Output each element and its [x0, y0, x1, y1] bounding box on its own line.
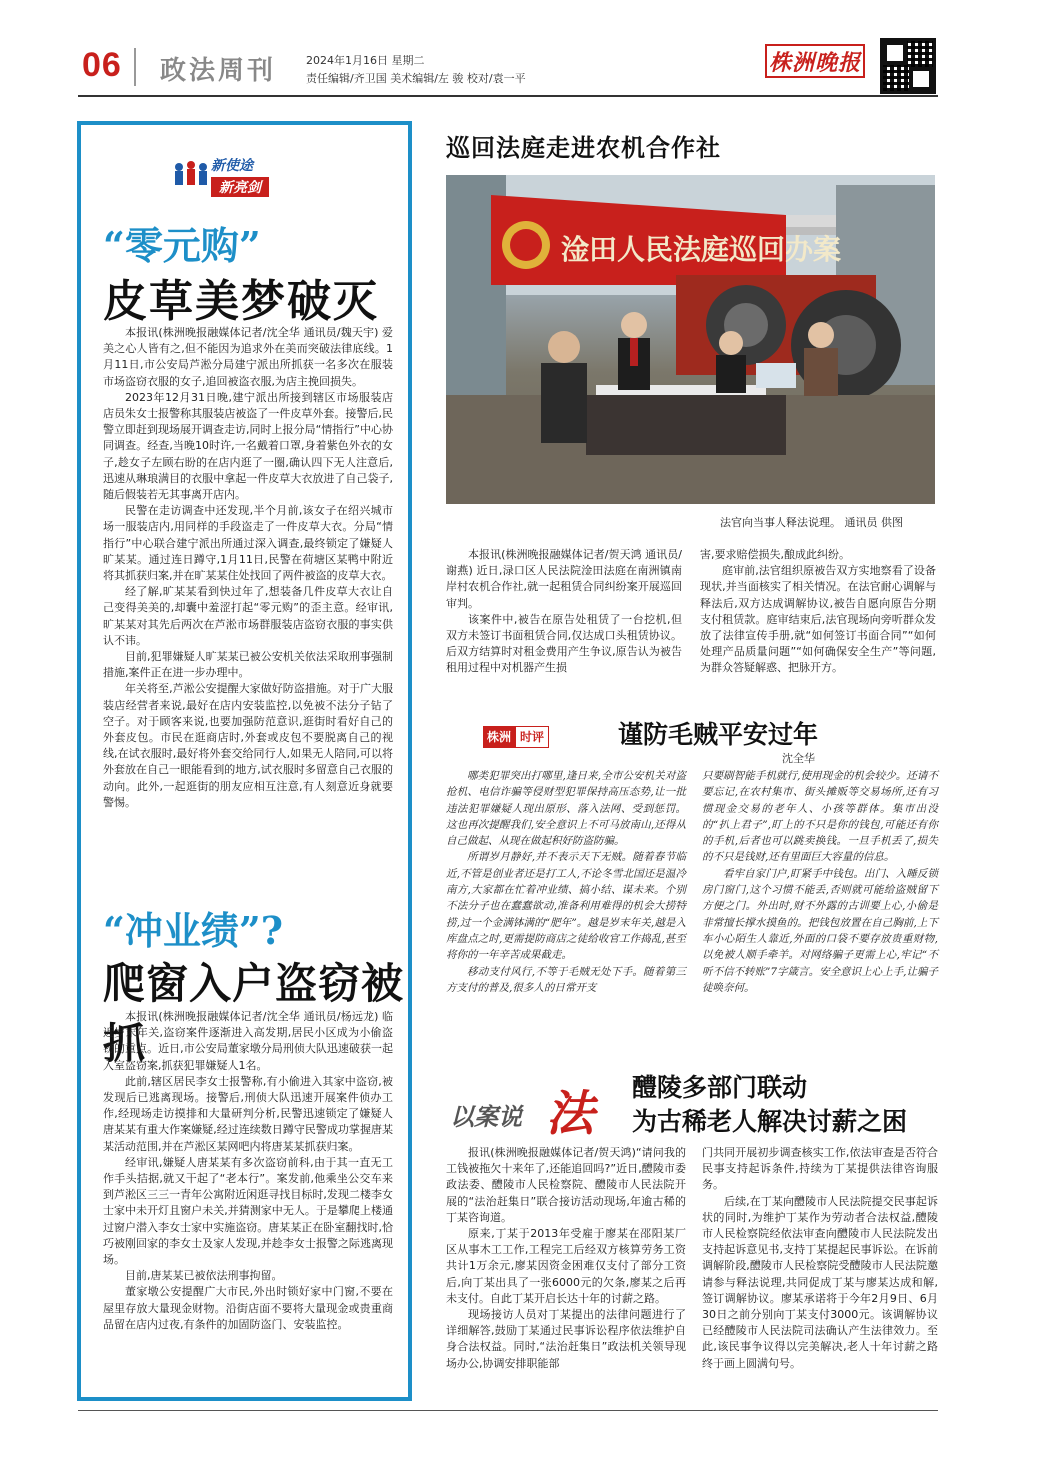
paragraph: 董家墩公安提醒广大市民,外出时锁好家中门窗,不要在屋里存放大量现金财物。沿街店面不要将大量现金或贵重商品留在店内过夜,有条件的加固防盗门、安装监控。	[103, 1285, 393, 1331]
paragraph: 经了解,旷某某看到快过年了,想装备几件皮草大衣让自己变得美美的,却囊中羞涩打起“零元购”的歪主意。经审讯,旷某某对其先后两次在芦淞市场群服装店盗窃衣服的事实供认不讳。	[103, 585, 393, 647]
article2-body	[103, 1009, 393, 1333]
paragraph: 民警在走访调查中还发现,半个月前,该女子在绍兴城市场一服装店内,用同样的手段盗走了一件皮草大衣。分局“情指行”中心联合建宁派出所通过深入调查,最终锁定了嫌疑人旷某某。通过连日蹲守,1月11日,民警在荷塘区某鸭中附近将其抓获归案,并在旷某某住处找回了两件被盗的皮草大衣。	[103, 504, 393, 583]
case-law-logo	[450, 1075, 610, 1142]
paragraph: 只要刷智能手机就行,使用现金的机会较少。还请不要忘记,在农村集市、街头摊贩等交易场所,还有习惯现金交易的老年人、小孩等群体。集市出没的“扒上君子”,盯上的不只是你的钱包,可能还有你的手机,后者也可以跳卖换钱。一旦手机丢了,损失的不只是钱财,还有里面巨大容量的信息。	[702, 770, 938, 864]
commentary-col2	[702, 768, 938, 996]
page-number: 06	[82, 46, 122, 84]
paragraph: 该案件中,被告在原告处租赁了一台挖机,但双方未签订书面租赁合同,仅达成口头租赁协议。后双方结算时对租金费用产生争议,原告认为被告租用过程中对机器产生损	[446, 612, 682, 675]
case-logo-text: 以案说	[450, 1103, 522, 1131]
article4-col1	[446, 1145, 686, 1372]
paragraph: 目前,犯罪嫌疑人旷某某已被公安机关依法采取刑事强制措施,案件正在进一步办理中。	[103, 650, 393, 680]
masthead-divider	[134, 48, 136, 86]
paragraph: 所谓岁月静好,并不表示天下无贼。随着春节临近,不管是创业者还是打工人,不论冬雪北国还是温冷南方,大家都在忙着冲业绩、搞小结、谋未来。个别不法分子也在蠢蠢欲动,准备利用难得的机会大捞特捞,过一个金满钵满的“肥年”。越是岁末年关,越是入库盘点之时,更需提防商店之徒给收官工作捣乱,甚至将你的一年辛苦成果截走。	[446, 851, 686, 962]
court-scene-illustration	[446, 175, 935, 504]
commentary-tag-a: 株洲	[483, 726, 515, 748]
article1-title-line2: 皮草美梦破灭	[103, 276, 379, 327]
paragraph: 本报讯(株洲晚报融媒体记者/沈全华 通讯员/杨远龙) 临近岁末年关,盗窃案件逐渐进入高发期,居民小区成为小偷盗窃的重点。近日,市公安局董家墩分局刑侦大队迅速破获一起入室盗窃案,抓获犯罪嫌疑人1名。	[103, 1010, 393, 1072]
article3-title: 巡回法庭走进农机合作社	[446, 133, 721, 162]
banner-text: 淦田人民法庭巡回办案	[561, 233, 842, 266]
commentary-tag-b: 时评	[515, 726, 549, 748]
paragraph: 报讯(株洲晚报融媒体记者/贺天鸿)“请问我的工钱被拖欠十来年了,还能追回吗?”近日,醴陵市委政法委、醴陵市人民检察院、醴陵市人民法院开展的“法治赶集日”联合接访活动现场,年逾古稀的丁某咨询道。	[446, 1146, 686, 1224]
article3-col1	[446, 547, 682, 677]
left-feature-box	[77, 121, 412, 1401]
paragraph: 看牢自家门户,盯紧手中钱包。出门、入睡反锁房门窗门,这个习惯不能丢,否则就可能给盗贼留下方便之门。外出时,财不外露的古训要上心,小偷是非常擅长撑水摸鱼的。把钱包放置在自己胸前,上下车小心陌生人靠近,外面的口袋不要存放贵重财物,以免被人顺手牵羊。对网络骗子更需上心,牢记“不听不信不转账”7字箴言。安全意识上心上手,让骗子徒唤奈何。	[702, 867, 938, 994]
paragraph: 本报讯(株洲晚报融媒体记者/贺天鸿 通讯员/谢燕) 近日,渌口区人民法院淦田法庭在南洲镇南岸村农机合作社,就一起租赁合同纠纷案开展巡回审判。	[446, 548, 682, 610]
article4-title-line1: 醴陵多部门联动	[632, 1073, 808, 1102]
column-badge	[171, 155, 286, 203]
date-line: 2024年1月16日 星期二	[306, 54, 425, 67]
paragraph: 年关将至,芦淞公安提醒大家做好防盗措施。对于广大服装店经营者来说,最好在店内安装监控,以免被不法分子钻了空子。对于顾客来说,也要加强防范意识,逛街时看好自己的外套皮包。市民在逛商店时,外套或皮包不要脱离自己的视线,在试衣服时,最好将外套交给同行人,如果无人陪同,可以将外套放在自己一眼能看到的地方,试衣服时多留意自己衣服的动向。此外,一起逛街的朋友应相互注意,有人刻意近身就要警惕。	[103, 682, 393, 809]
article1-title-line1: “零元购”	[103, 223, 261, 268]
paragraph: 原来,丁某于2013年受雇于廖某在邵阳某厂区从事木工工作,工程完工后经双方核算劳务工资共计1万余元,廖某因资金困难仅支付了部分工资后,向丁某出具了一张6000元的欠条,廖某之后再未支付。自此丁某开启长达十年的讨薪之路。	[446, 1227, 686, 1305]
paragraph: 本报讯(株洲晚报融媒体记者/沈全华 通讯员/魏天宇) 爱美之心人皆有之,但不能因为追求外在美而突破法律底线。1月11日,市公安局芦淞分局建宁派出所抓获一名多次在服装市场盗窃衣服的女子,追回被盗衣服,为店主挽回损失。	[103, 326, 393, 388]
top-rule	[78, 95, 938, 97]
paragraph: 门共同开展初步调查核实工作,依法审查是否符合民事支持起诉条件,持续为丁某提供法律咨询服务。	[702, 1146, 938, 1192]
badge-top-text: 新使途	[211, 158, 253, 174]
paragraph: 目前,唐某某已被依法刑事拘留。	[125, 1269, 283, 1283]
paragraph: 此前,辖区居民李女士报警称,有小偷进入其家中盗窃,被发现后已逃离现场。接警后,刑侦大队迅速开展案件侦办工作,经现场走访摸排和大量研判分析,民警迅速锁定了嫌疑人唐某某有重大作案嫌疑,经过连续数日蹲守民警成功掌握唐某某活动范围,并在芦淞区某网吧内将唐某某抓获归案。	[103, 1074, 393, 1153]
paragraph: 哪类犯罪突出打哪里,逢日来,全市公安机关对盗抢机、电信诈骗等侵财型犯罪保持高压态势,让一批违法犯罪嫌疑人现出原形、落入法网、受到惩罚。这也再次提醒我们,安全意识上不可马放南山,还得从自己做起、从现在做起积好防盗防骗。	[446, 770, 686, 848]
paragraph: 害,要求赔偿损失,酿成此纠纷。	[700, 548, 850, 561]
paragraph: 经审讯,嫌疑人唐某某有多次盗窃前科,由于其一直无工作手头拮据,就又干起了“老本行”。案发前,他乘坐公交车来到芦淞区三三一青年公寓附近闲逛寻找目标时,发现二楼李女士家中未开灯且窗户未关,并猜测家中无人。于是攀爬上楼通过窗户潜入李女士家中实施盗窃。唐某某正在卧室翻找时,恰巧被刚回家的李女士及家人发现,并趁李女士报警之际逃离现场。	[103, 1155, 393, 1267]
paragraph: 后续,在丁某向醴陵市人民法院提交民事起诉状的同时,为维护丁某作为劳动者合法权益,醴陵市人民检察院经依法审查向醴陵市人民法院发出支持起诉意见书,支持丁某提起民事诉讼。在诉前调解阶段,醴陵市人民检察院受醴陵市人民法院邀请参与释法说理,共同促成丁某与廖某达成和解,签订调解协议。廖某承诺将于今年2月9日、6月30日之前分别向丁某支付3000元。该调解协议已经醴陵市人民法院司法确认产生法律效力。至此,该民事争议得以完美解决,老人十年讨薪之路终于画上圆满句号。	[702, 1194, 938, 1370]
commentary-title: 谨防毛贼平安过年	[618, 720, 819, 749]
commentary-col1	[446, 768, 686, 996]
article2-title-line1: “冲业绩”?	[103, 908, 283, 953]
court-photo	[446, 175, 935, 504]
article1-body	[103, 325, 393, 811]
paragraph: 2023年12月31日晚,建宁派出所接到辖区市场服装店店员朱女士报警称其服装店被盗了一件皮草外套。接警后,民警立即赶到现场展开调查走访,同时上报分局“情指行”中心协同调查。经查,当晚10时许,一名戴着口罩,身着紫色外衣的女子,趁女子左顾右盼的在店内逛了一圈,确认四下无人注意后,迅速从琳琅满目的衣服中拿起一件皮草大衣放进了自己袋子,随后假装若无其事离开店内。	[103, 390, 393, 502]
bottom-rule	[78, 1410, 938, 1411]
article2-title-line2: 爬窗入户盗窃被抓	[103, 959, 405, 1068]
article4-col2	[702, 1145, 938, 1372]
newspaper-logo: 株洲晚报	[765, 44, 865, 78]
commentary-tag	[483, 726, 549, 748]
masthead	[0, 0, 1039, 96]
article3-col2	[700, 547, 936, 677]
paragraph: 移动支付风行,不等于毛贼无处下手。随着第三方支付的普及,很多人的日常开支	[446, 965, 686, 994]
case-logo-law-char: 法	[546, 1086, 595, 1142]
editors-line: 责任编辑/齐卫国 美术编辑/左 骏 校对/袁一平	[306, 72, 526, 85]
paragraph: 庭审前,法官组织原被告双方实地察看了设备现状,并当面核实了相关情况。在法官耐心调解与释法后,双方达成调解协议,被告自愿向原告分期支付租赁款。庭审结束后,法官现场向旁听群众发放了法律宣传手册,就“如何签订书面合同”“如何处理产品质量问题”“如何确保安全生产”等问题,为群众答疑解惑、把脉开方。	[700, 564, 936, 675]
section-name: 政法周刊	[160, 56, 277, 86]
photo-caption: 法官向当事人释法说理。 通讯员 供图	[720, 516, 903, 529]
commentary-byline: 沈全华	[782, 752, 815, 765]
badge-bottom-text: 新亮剑	[211, 177, 269, 197]
paragraph: 现场接访人员对丁某提出的法律问题进行了详细解答,鼓励丁某通过民事诉讼程序依法维护自身合法权益。同时,“法治赶集日”政法机关领导现场办公,协调安排职能部	[446, 1308, 686, 1370]
article4-title-line2: 为古稀老人解决讨薪之困	[632, 1107, 908, 1136]
qr-code-icon[interactable]	[880, 38, 936, 94]
